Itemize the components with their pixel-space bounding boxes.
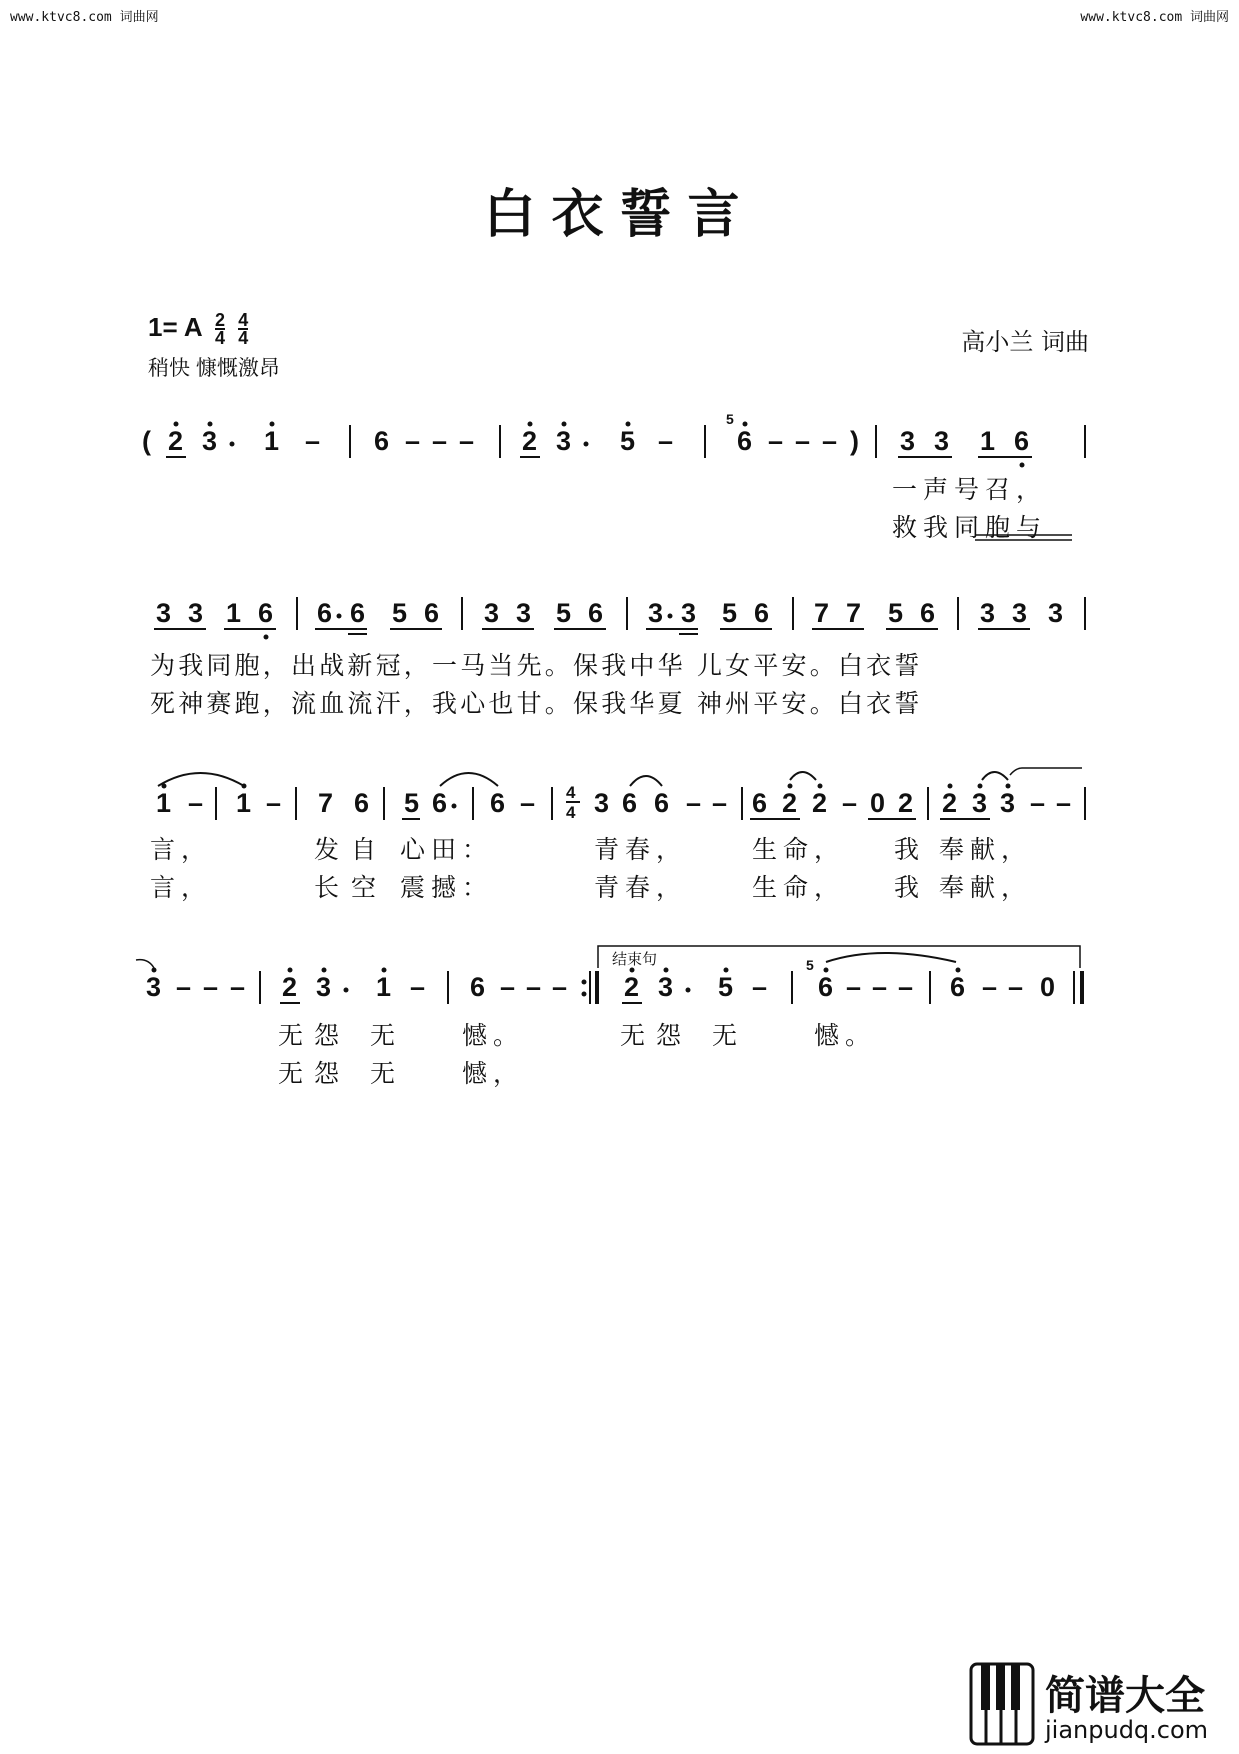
svg-text:5: 5 bbox=[556, 598, 572, 628]
svg-text:3: 3 bbox=[980, 598, 996, 628]
svg-text:3: 3 bbox=[594, 788, 610, 818]
svg-text:3: 3 bbox=[202, 426, 218, 456]
svg-text:2: 2 bbox=[522, 426, 538, 456]
svg-text:3: 3 bbox=[156, 598, 172, 628]
svg-text:–: – bbox=[768, 426, 784, 456]
svg-text:2: 2 bbox=[782, 788, 798, 818]
svg-text:5: 5 bbox=[404, 788, 420, 818]
svg-text:5: 5 bbox=[888, 598, 904, 628]
svg-text:3: 3 bbox=[1048, 598, 1064, 628]
svg-text:–: – bbox=[432, 426, 448, 456]
svg-text:–: – bbox=[872, 972, 888, 1002]
composer-credit: 高小兰 词曲 bbox=[961, 328, 1089, 356]
svg-text:–: – bbox=[266, 788, 282, 818]
svg-text:3: 3 bbox=[900, 426, 916, 456]
svg-text:1: 1 bbox=[156, 788, 172, 818]
score-line-3 bbox=[156, 768, 1085, 822]
svg-text:1: 1 bbox=[376, 972, 392, 1002]
svg-text:–: – bbox=[712, 788, 728, 818]
svg-text:(: ( bbox=[142, 426, 151, 456]
svg-text:): ) bbox=[850, 426, 859, 456]
svg-text:6: 6 bbox=[424, 598, 440, 628]
svg-text:1: 1 bbox=[236, 788, 252, 818]
lyrics-line3-verse2-4: 生命， bbox=[752, 873, 846, 902]
svg-text:5: 5 bbox=[722, 598, 738, 628]
ending-label: 结束句 bbox=[612, 950, 658, 968]
svg-text:2: 2 bbox=[624, 972, 640, 1002]
svg-text:2: 2 bbox=[282, 972, 298, 1002]
svg-text:3: 3 bbox=[934, 426, 950, 456]
svg-text:2: 2 bbox=[812, 788, 828, 818]
lyrics-line4-verse2-0: 无 bbox=[278, 1059, 310, 1088]
page-title: 白衣誓言 bbox=[483, 184, 756, 245]
svg-text:–: – bbox=[752, 972, 768, 1002]
svg-text:–: – bbox=[982, 972, 998, 1002]
svg-text:3: 3 bbox=[484, 598, 500, 628]
svg-text:–: – bbox=[459, 426, 475, 456]
svg-text:–: – bbox=[188, 788, 204, 818]
logo-name: 简谱大全 bbox=[1045, 1673, 1205, 1719]
svg-text:5: 5 bbox=[718, 972, 734, 1002]
lyrics-line3-verse1-0: 言， bbox=[150, 835, 213, 864]
svg-text:3: 3 bbox=[146, 972, 162, 1002]
score-line-2 bbox=[154, 597, 1085, 640]
svg-text:5: 5 bbox=[620, 426, 636, 456]
svg-text:–: – bbox=[842, 788, 858, 818]
svg-text:6: 6 bbox=[950, 972, 966, 1002]
svg-text:4: 4 bbox=[566, 803, 576, 822]
svg-text:4: 4 bbox=[566, 783, 576, 802]
lyrics-line3-verse1-1: 发自 bbox=[314, 835, 389, 864]
lyrics-line3-verse1-2: 心田： bbox=[400, 835, 494, 864]
lyrics-line3-verse2-0: 言， bbox=[150, 873, 213, 902]
svg-text:6: 6 bbox=[752, 788, 768, 818]
lyrics-line4-verse1-0: 无 bbox=[278, 1021, 310, 1050]
lyrics-line4-verse1-3: 憾。 bbox=[462, 1021, 525, 1050]
svg-text:6: 6 bbox=[470, 972, 486, 1002]
svg-text:3: 3 bbox=[1012, 598, 1028, 628]
svg-text:–: – bbox=[305, 426, 321, 456]
svg-text:0: 0 bbox=[1040, 972, 1056, 1002]
svg-text:5: 5 bbox=[806, 957, 814, 973]
header-left: www.ktvc8.com 词曲网 bbox=[10, 10, 159, 25]
svg-text:6: 6 bbox=[818, 972, 834, 1002]
svg-text:3: 3 bbox=[516, 598, 532, 628]
svg-text:–: – bbox=[500, 972, 516, 1002]
score-line-4 bbox=[136, 946, 1082, 1004]
lyrics-line3-verse2-5: 我 奉献， bbox=[894, 873, 1032, 902]
header-right: www.ktvc8.com 词曲网 bbox=[1080, 10, 1229, 25]
svg-text:5: 5 bbox=[392, 598, 408, 628]
svg-text:–: – bbox=[658, 426, 674, 456]
svg-text:6: 6 bbox=[654, 788, 670, 818]
lyrics-line3-verse2-2: 震撼： bbox=[400, 873, 494, 902]
svg-text:–: – bbox=[552, 972, 568, 1002]
svg-text:–: – bbox=[405, 426, 421, 456]
lyrics-line3-verse2-1: 长空 bbox=[314, 873, 389, 902]
lyrics-line4-verse1-4: 无 bbox=[620, 1021, 652, 1050]
lyrics-line4-verse2-3: 憾， bbox=[462, 1059, 525, 1088]
piano-logo-icon bbox=[969, 1662, 1037, 1748]
svg-text:–: – bbox=[846, 972, 862, 1002]
svg-text:6: 6 bbox=[588, 598, 604, 628]
svg-text:7: 7 bbox=[814, 598, 830, 628]
svg-text:6: 6 bbox=[350, 598, 366, 628]
lyrics-line4-verse1-2: 无 bbox=[370, 1021, 402, 1050]
lyrics-line3-verse1-3: 青春， bbox=[594, 835, 688, 864]
lyrics-line4-verse1-7: 憾。 bbox=[814, 1021, 877, 1050]
svg-text:–: – bbox=[1056, 788, 1072, 818]
svg-text:–: – bbox=[526, 972, 542, 1002]
svg-text:2: 2 bbox=[168, 426, 184, 456]
svg-text:–: – bbox=[410, 972, 426, 1002]
svg-text:3: 3 bbox=[658, 972, 674, 1002]
svg-text:6: 6 bbox=[622, 788, 638, 818]
svg-text:3: 3 bbox=[188, 598, 204, 628]
lyrics-line2-verse2: 死神赛跑，流血流汗，我心也甘。保我华夏 神州平安。白衣誓 bbox=[150, 689, 923, 718]
svg-text:6: 6 bbox=[920, 598, 936, 628]
svg-text:6: 6 bbox=[490, 788, 506, 818]
lyrics-line1-verse2: 救我同胞与 bbox=[892, 513, 1048, 542]
svg-text:3: 3 bbox=[681, 598, 697, 628]
svg-text:1: 1 bbox=[264, 426, 280, 456]
svg-text:–: – bbox=[822, 426, 838, 456]
lyrics-line3-verse1-5: 我 奉献， bbox=[894, 835, 1032, 864]
svg-text:6: 6 bbox=[737, 426, 753, 456]
svg-text:2: 2 bbox=[942, 788, 958, 818]
lyrics-line3-verse2-3: 青春， bbox=[594, 873, 688, 902]
svg-text:–: – bbox=[898, 972, 914, 1002]
svg-text:6: 6 bbox=[754, 598, 770, 628]
svg-text:–: – bbox=[795, 426, 811, 456]
svg-text:3: 3 bbox=[1000, 788, 1016, 818]
lyrics-line4-verse2-2: 无 bbox=[370, 1059, 402, 1088]
svg-text:7: 7 bbox=[318, 788, 334, 818]
svg-text:–: – bbox=[230, 972, 246, 1002]
svg-text:0: 0 bbox=[870, 788, 886, 818]
svg-text:6: 6 bbox=[317, 598, 333, 628]
lyrics-line4-verse2-1: 怨 bbox=[314, 1059, 346, 1088]
logo-url[interactable]: jianpudq.com bbox=[1045, 1716, 1209, 1744]
svg-text:5: 5 bbox=[726, 411, 734, 427]
svg-text:–: – bbox=[176, 972, 192, 1002]
svg-text:6: 6 bbox=[354, 788, 370, 818]
svg-text:3: 3 bbox=[316, 972, 332, 1002]
svg-text:3: 3 bbox=[556, 426, 572, 456]
svg-text:6: 6 bbox=[258, 598, 274, 628]
svg-text:–: – bbox=[1030, 788, 1046, 818]
lyrics-line3-verse1-4: 生命， bbox=[752, 835, 846, 864]
key-signature: 1= A 2 4 4 4 bbox=[148, 310, 249, 349]
svg-text:6: 6 bbox=[432, 788, 448, 818]
site-logo[interactable] bbox=[969, 1662, 1229, 1748]
lyrics-line4-verse1-6: 无 bbox=[712, 1021, 744, 1050]
time-signature-2-4: 2 4 bbox=[214, 310, 225, 349]
svg-text:6: 6 bbox=[1014, 426, 1030, 456]
svg-text:1: 1 bbox=[226, 598, 242, 628]
lyrics-line4-verse1-5: 怨 bbox=[656, 1021, 688, 1050]
svg-text:6: 6 bbox=[374, 426, 390, 456]
svg-text:–: – bbox=[203, 972, 219, 1002]
lyrics-line2-verse1: 为我同胞，出战新冠，一马当先。保我中华 儿女平安。白衣誓 bbox=[150, 651, 923, 680]
svg-text:3: 3 bbox=[972, 788, 988, 818]
svg-text:2: 2 bbox=[898, 788, 914, 818]
svg-text:–: – bbox=[686, 788, 702, 818]
svg-text:3: 3 bbox=[648, 598, 664, 628]
lyrics-line1-verse1: 一声号召， bbox=[892, 475, 1048, 504]
time-signature-4-4: 4 4 bbox=[238, 310, 249, 349]
svg-text:7: 7 bbox=[846, 598, 862, 628]
svg-text:1: 1 bbox=[980, 426, 996, 456]
tempo-marking: 稍快 慷慨激昂 bbox=[148, 357, 280, 380]
lyrics-line4-verse1-1: 怨 bbox=[314, 1021, 346, 1050]
svg-text:–: – bbox=[520, 788, 536, 818]
svg-text:–: – bbox=[1008, 972, 1024, 1002]
